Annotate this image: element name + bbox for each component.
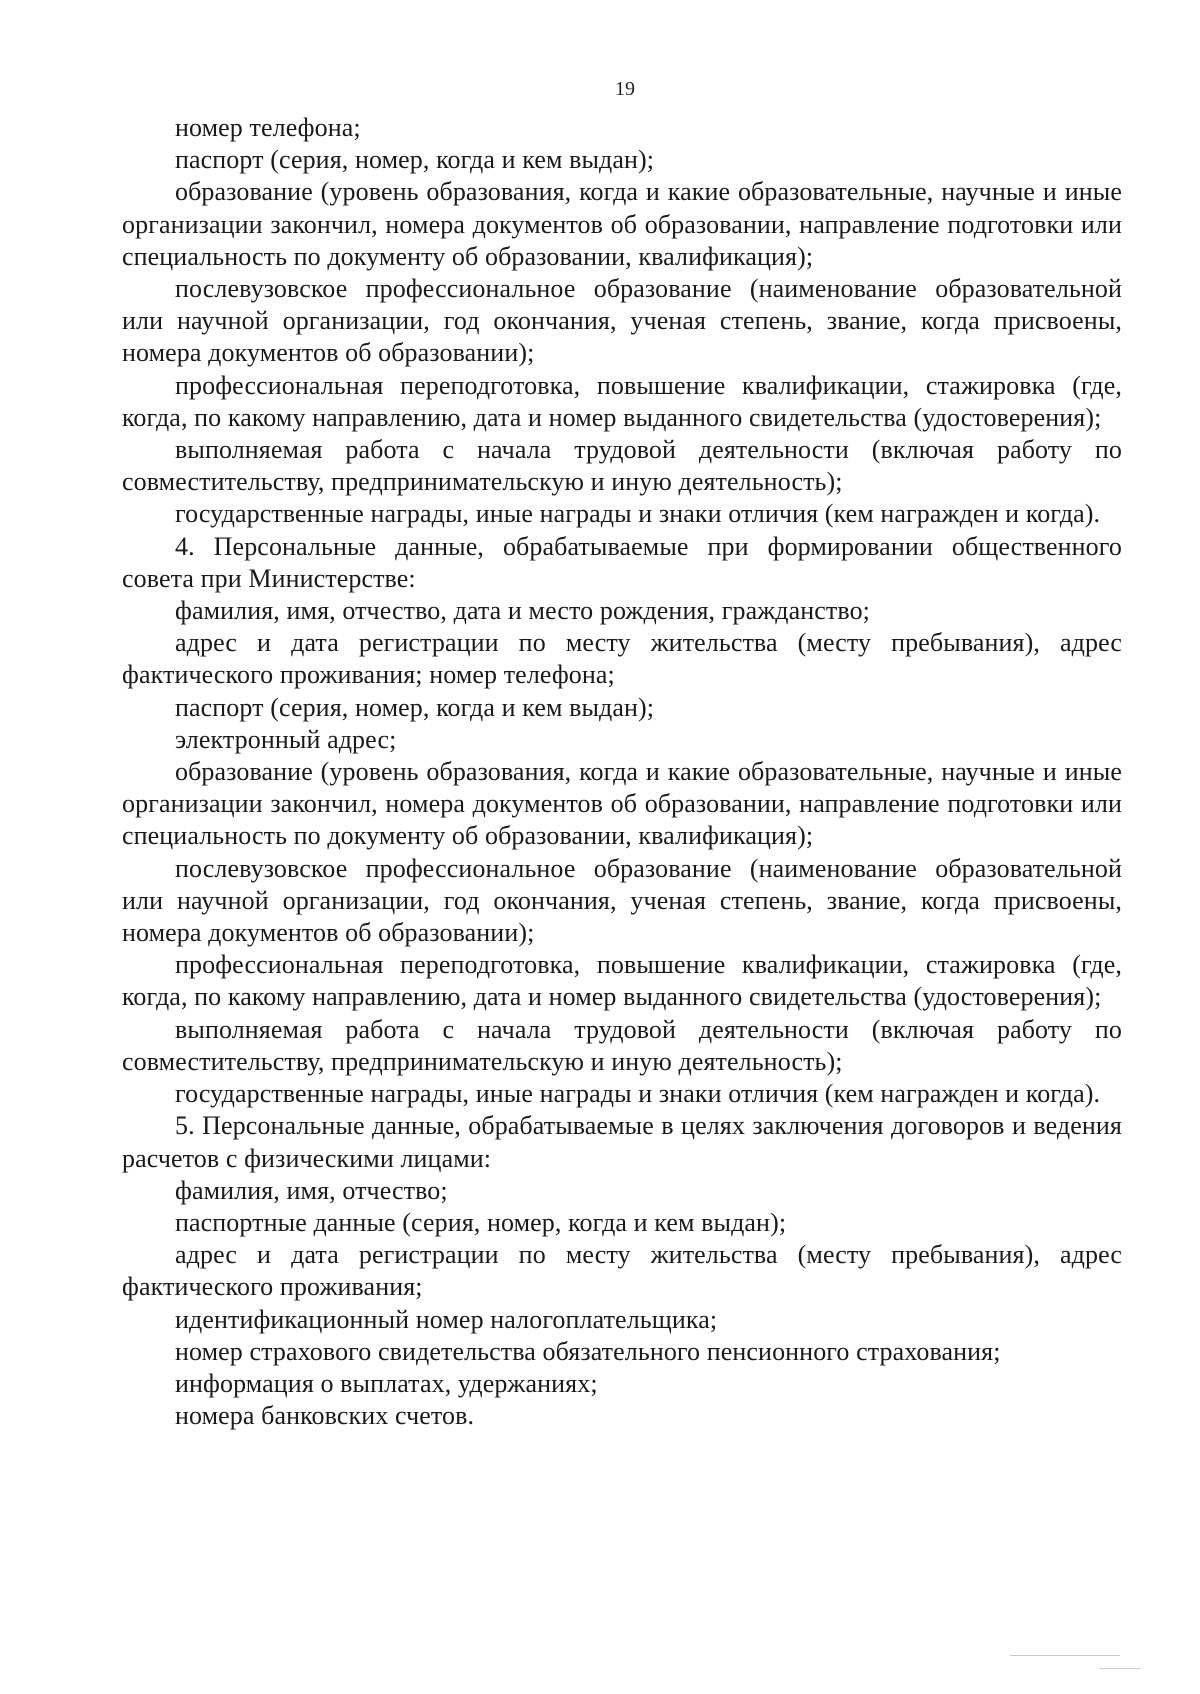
scan-artifact-line [1100, 1668, 1140, 1669]
paragraph: государственные награды, иные награды и знаки отличия (кем награжден и когда). [175, 499, 1101, 529]
paragraph: паспорт (серия, номер, когда и кем выдан); [175, 145, 655, 175]
paragraph: номер телефона; [175, 113, 361, 142]
paragraph: образование (уровень образования, когда и какие образовательные, научные и иные организации закончил, номера документов об образовании, направление подготовки или специальность по документу об образовании, квалификация); [122, 757, 1122, 851]
scan-artifact-line [1010, 1655, 1120, 1656]
paragraph: государственные награды, иные награды и знаки отличия (кем награжден и когда). [175, 1079, 1101, 1109]
paragraph: выполняемая работа с начала трудовой деятельности (включая работу по совместительству, предпринимательскую и иную деятельность); [122, 435, 1122, 497]
paragraph: электронный адрес; [175, 724, 397, 754]
paragraph: идентификационный номер налогоплательщика; [175, 1304, 718, 1334]
paragraph: адрес и дата регистрации по месту жительства (месту пребывания), адрес фактического проживания; номер телефона; [122, 628, 1122, 690]
section-heading-4: 4. Персональные данные, обрабатываемые при формировании общественного совета при Министерстве: [122, 531, 1122, 593]
paragraph: адрес и дата регистрации по месту жительства (месту пребывания), адрес фактического проживания; [122, 1240, 1122, 1302]
paragraph: номер страхового свидетельства обязательного пенсионного страхования; [175, 1336, 1001, 1366]
paragraph: образование (уровень образования, когда и какие образовательные, научные и иные организации закончил, номера документов об образовании, направление подготовки или специальность по документу об образовании, квалификация); [122, 177, 1122, 271]
paragraph: паспорт (серия, номер, когда и кем выдан); [175, 692, 655, 722]
paragraph: выполняемая работа с начала трудовой деятельности (включая работу по совместительству, предпринимательскую и иную деятельность); [122, 1014, 1122, 1076]
paragraph: информация о выплатах, удержаниях; [175, 1368, 598, 1398]
paragraph: послевузовское профессиональное образование (наименование образовательной или научной организации, год окончания, ученая степень, звание, когда присвоены, номера документов об образовании); [122, 274, 1122, 368]
paragraph: профессиональная переподготовка, повышение квалификации, стажировка (где, когда, по какому направлению, дата и номер выданного свидетельства (удостоверения); [122, 950, 1122, 1012]
paragraph: профессиональная переподготовка, повышение квалификации, стажировка (где, когда, по какому направлению, дата и номер выданного свидетельства (удостоверения); [122, 370, 1122, 432]
section-heading-5: 5. Персональные данные, обрабатываемые в целях заключения договоров и ведения расчетов с физическими лицами: [122, 1111, 1122, 1173]
paragraph: фамилия, имя, отчество, дата и место рождения, гражданство; [175, 596, 870, 626]
paragraph: послевузовское профессиональное образование (наименование образовательной или научной организации, год окончания, ученая степень, звание, когда присвоены, номера документов об образовании); [122, 853, 1122, 948]
paragraph: номера банковских счетов. [175, 1401, 475, 1431]
document-body [122, 112, 1122, 1432]
paragraph: паспортные данные (серия, номер, когда и кем выдан); [175, 1207, 787, 1237]
page-number: 19 [615, 78, 635, 100]
paragraph: фамилия, имя, отчество; [175, 1175, 448, 1205]
